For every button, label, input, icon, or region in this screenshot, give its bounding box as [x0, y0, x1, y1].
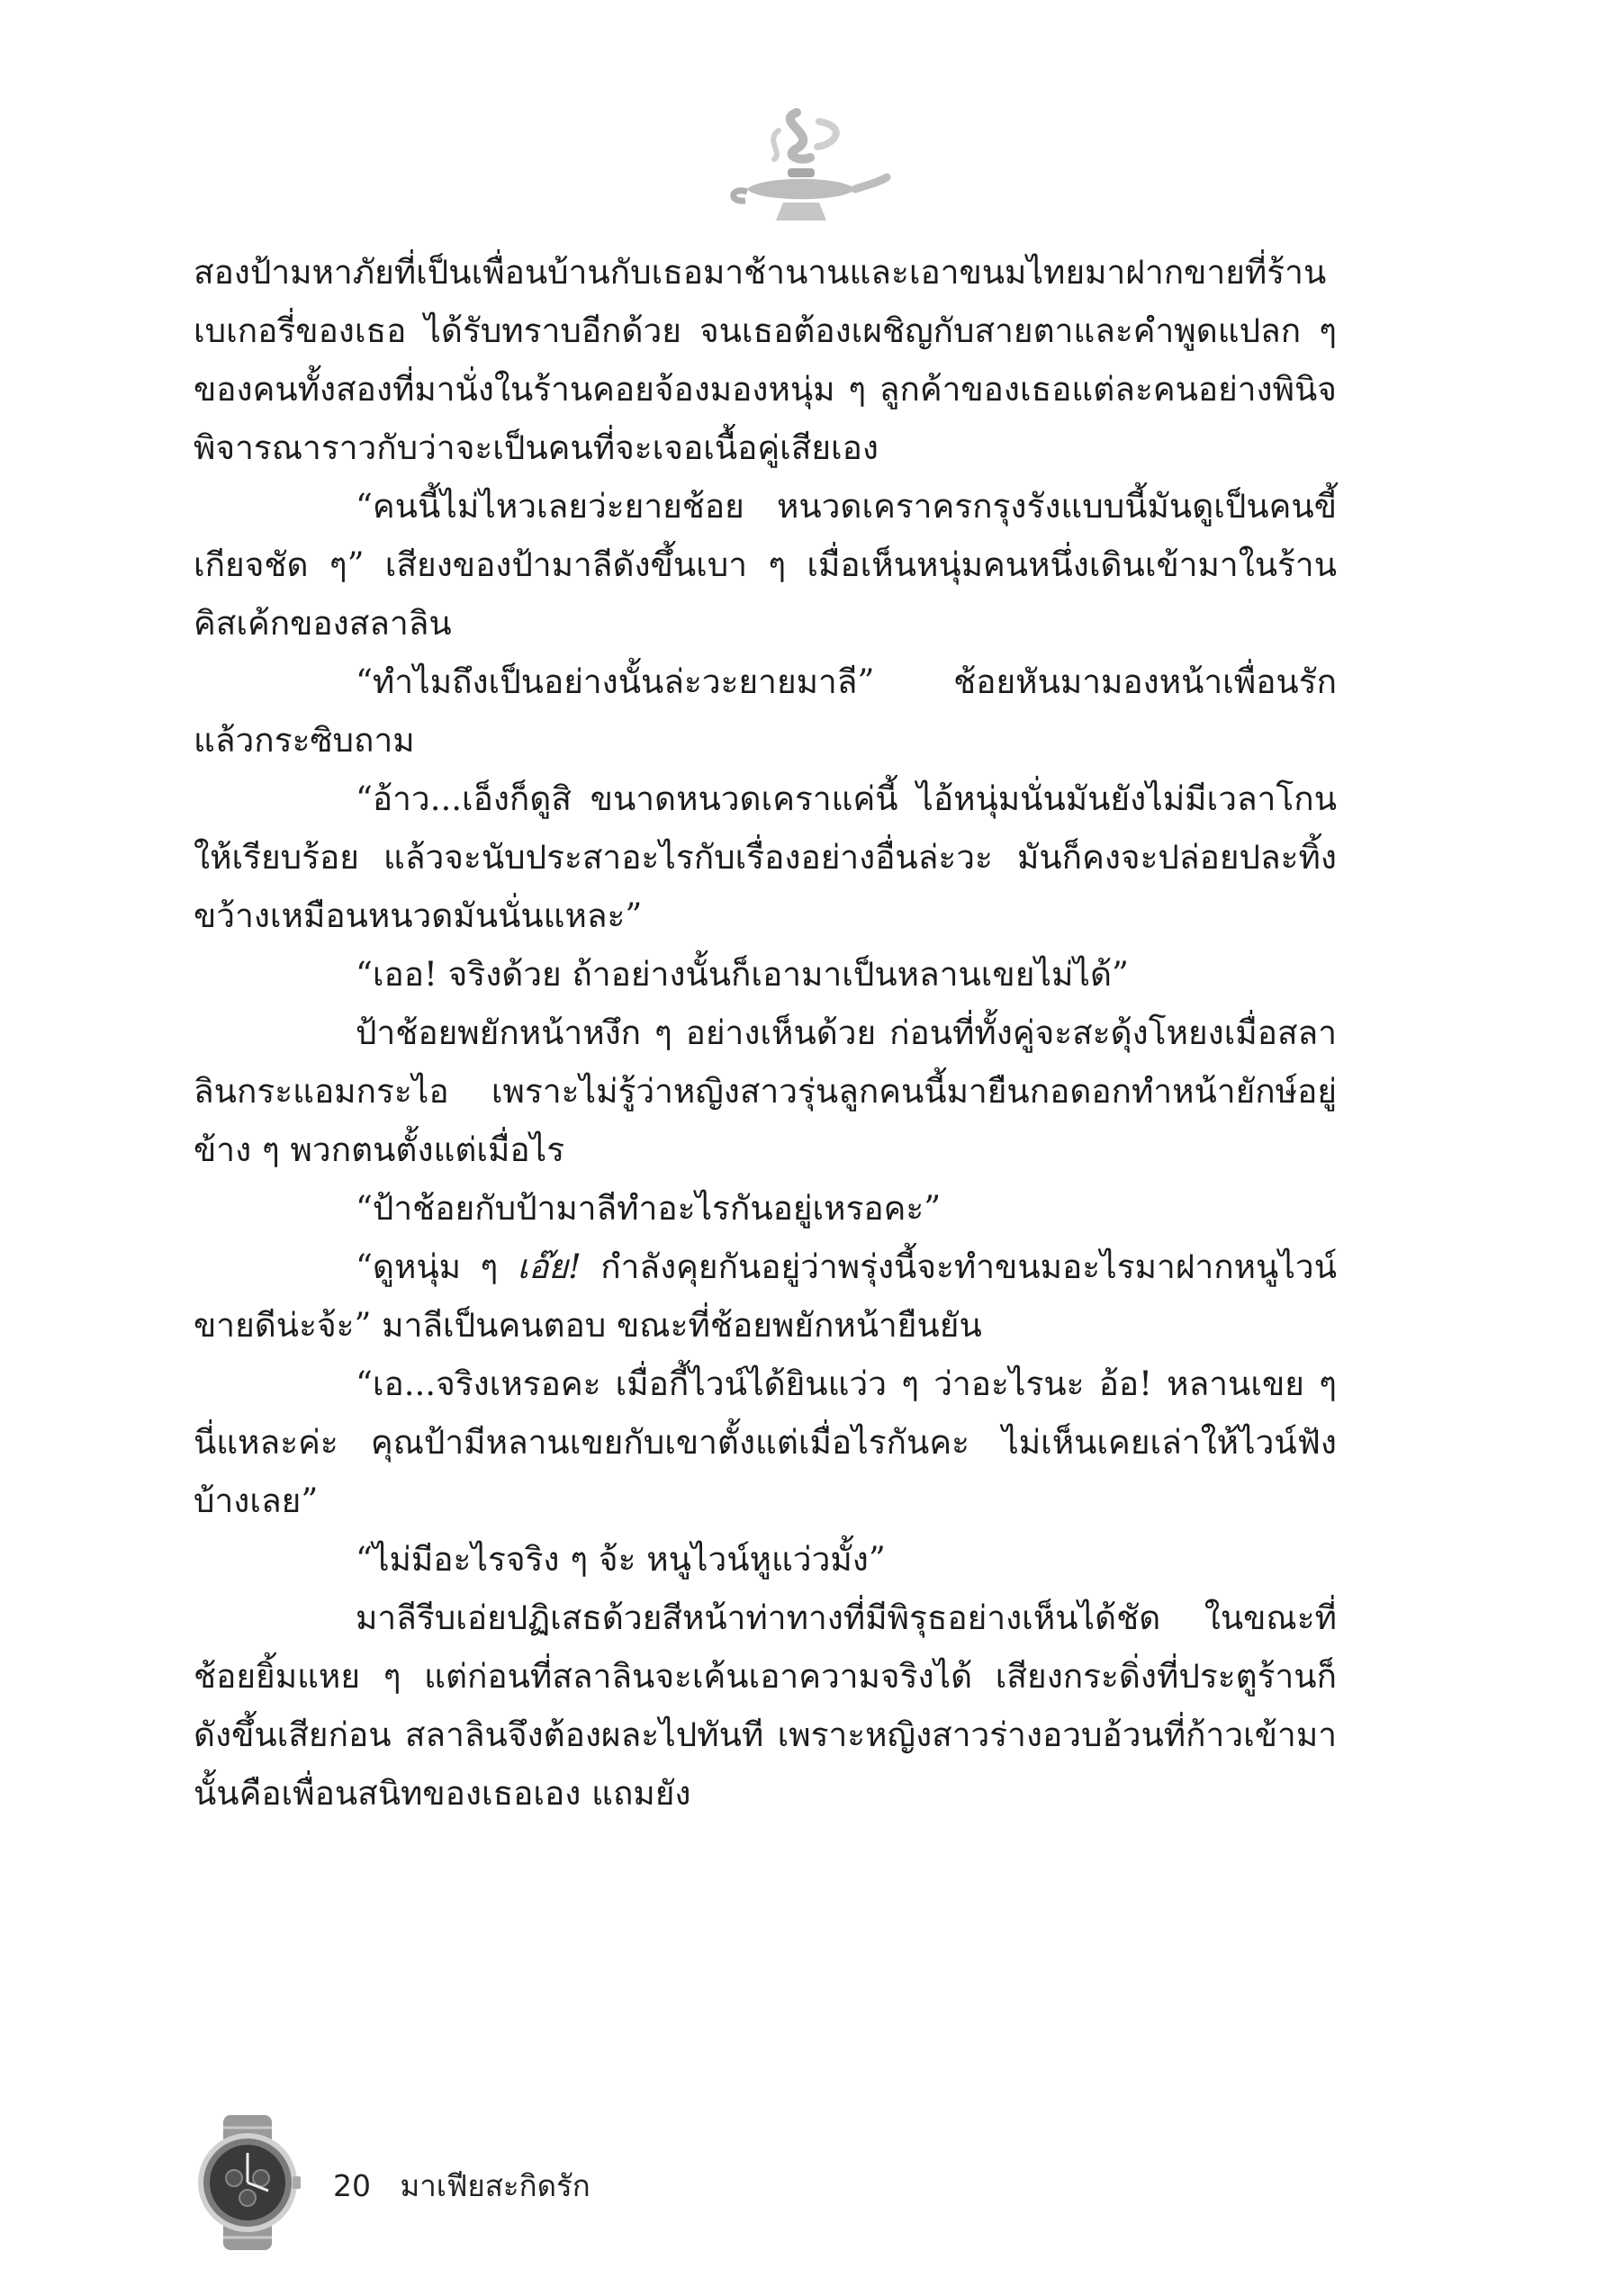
paragraph-7: “ป้าช้อยกับป้ามาลีทำอะไรกันอยู่เหรอคะ”	[356, 1189, 942, 1228]
page-number: 20	[333, 2168, 371, 2203]
paragraph-10: “ไม่มีอะไรจริง ๆ จ้ะ หนูไวน์หูแว่วมั้ง”	[356, 1540, 886, 1579]
paragraph-8-start: “ดูหนุ่ม ๆ	[356, 1247, 518, 1286]
page-folio	[333, 2162, 591, 2210]
paragraph-1: สองป้ามหาภัยที่เป็นเพื่อนบ้านกับเธอมาช้านานและเอาขนมไทยมาฝากขายที่ร้านเบเกอรี่ของเธอ ได้รับทราบอีกด้วย จนเธอต้องเผชิญกับสายตาและคำพูดแปลก ๆ ของคนทั้งสองที่มานั่งในร้านคอยจ้องมองหนุ่ม ๆ ลูกค้าของเธอแต่ละคนอย่างพินิจพิจารณาราวกับว่าจะเป็นคนที่จะเจอเนื้อคู่เสียเอง	[194, 253, 1337, 467]
page-footer	[189, 2115, 1179, 2250]
paragraph-5: “เออ! จริงด้วย ถ้าอย่างนั้นก็เอามาเป็นหลานเขยไม่ได้”	[356, 955, 1129, 994]
book-title: มาเฟียสะกิดรัก	[400, 2168, 591, 2203]
paragraph-3: “ทำไมถึงเป็นอย่างนั้นล่ะวะยายมาลี” ช้อยหันมามองหน้าเพื่อนรักแล้วกระซิบถาม	[194, 662, 1337, 760]
paragraph-8-italic: เอ๊ย!	[517, 1247, 582, 1286]
genie-lamp-icon	[711, 104, 891, 239]
body-text	[194, 243, 1337, 1823]
paragraph-2: “คนนี้ไม่ไหวเลยว่ะยายช้อย หนวดเคราครกรุงรังแบบนี้มันดูเป็นคนขี้เกียจชัด ๆ” เสียงของป้ามาลีดังขึ้นเบา ๆ เมื่อเห็นหนุ่มคนหนึ่งเดินเข้ามาในร้านคิสเค้กของสลาลิน	[194, 487, 1337, 643]
wristwatch-icon	[189, 2115, 306, 2250]
paragraph-11: มาลีรีบเอ่ยปฏิเสธด้วยสีหน้าท่าทางที่มีพิรุธอย่างเห็นได้ชัด ในขณะที่ช้อยยิ้มแหย ๆ แต่ก่อนที่สลาลินจะเค้นเอาความจริงได้ เสียงกระดิ่งที่ประตูร้านก็ดังขึ้นเสียก่อน สลาลินจึงต้องผละไปทันที เพราะหญิงสาวร่างอวบอ้วนที่ก้าวเข้ามานั้นคือเพื่อนสนิทของเธอเอง แถมยัง	[194, 1598, 1337, 1813]
paragraph-8	[194, 1238, 1337, 1355]
paragraph-9: “เอ...จริงเหรอคะ เมื่อกี้ไวน์ได้ยินแว่ว ๆ ว่าอะไรนะ อ้อ! หลานเขย ๆ นี่แหละค่ะ คุณป้ามีหลานเขยกับเขาตั้งแต่เมื่อไรกันคะ ไม่เห็นเคยเล่าให้ไวน์ฟังบ้างเลย”	[194, 1364, 1337, 1520]
paragraph-8-end: กำลังคุยกันอยู่ว่าพรุ่งนี้จะทำขนมอะไรมาฝากหนูไวน์ขายดีน่ะจ้ะ” มาลีเป็นคนตอบ ขณะที่ช้อยพยักหน้ายืนยัน	[194, 1247, 1337, 1345]
paragraph-6: ป้าช้อยพยักหน้าหงึก ๆ อย่างเห็นด้วย ก่อนที่ทั้งคู่จะสะดุ้งโหยงเมื่อสลาลินกระแอมกระไอ เพราะไม่รู้ว่าหญิงสาวรุ่นลูกคนนี้มายืนกอดอกทำหน้ายักษ์อยู่ข้าง ๆ พวกตนตั้งแต่เมื่อไร	[194, 1013, 1337, 1169]
paragraph-4: “อ้าว...เอ็งก็ดูสิ ขนาดหนวดเคราแค่นี้ ไอ้หนุ่มนั่นมันยังไม่มีเวลาโกนให้เรียบร้อย แล้วจะนับประสาอะไรกับเรื่องอย่างอื่นล่ะวะ มันก็คงจะปล่อยปละทิ้งขว้างเหมือนหนวดมันนั่นแหละ”	[194, 779, 1337, 935]
